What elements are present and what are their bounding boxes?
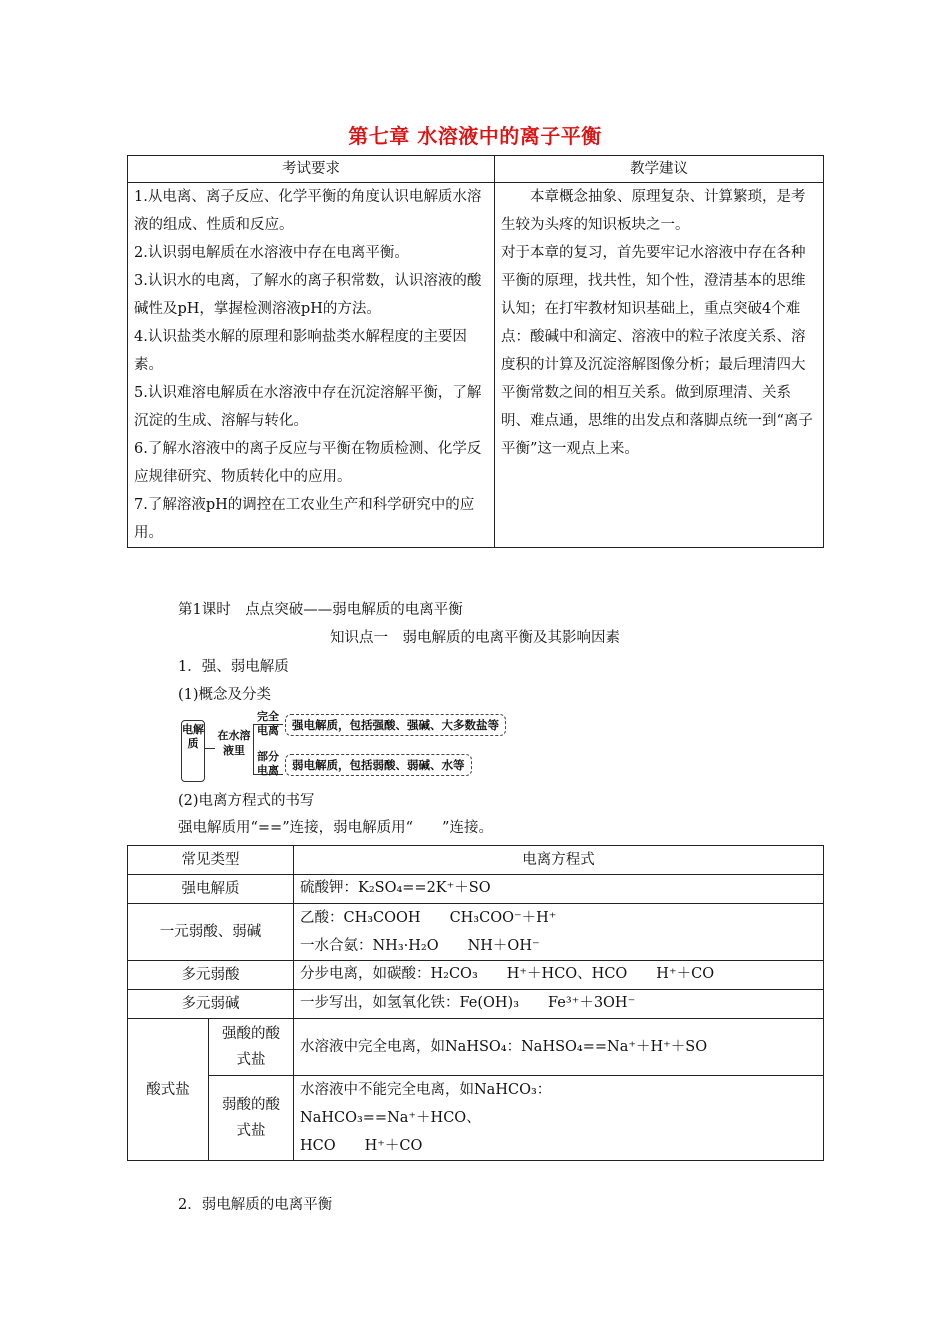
type-monobasic: 一元弱酸、弱碱 bbox=[128, 904, 294, 961]
section-1-heading: 1．强、弱电解质 bbox=[178, 659, 289, 675]
partial-ionization-label: 部分电离 bbox=[257, 750, 279, 777]
header-equation: 电离方程式 bbox=[294, 846, 824, 875]
full-ionization-label: 完全电离 bbox=[257, 710, 279, 737]
eq-ammonia: 一水合氨：NH₃·H₂O NH＋OH⁻ bbox=[300, 938, 540, 954]
connection-rule: 强电解质用“==”连接，弱电解质用“ ”连接。 bbox=[178, 820, 493, 836]
strong-electrolyte-box: 强电解质，包括强酸、强碱、大多数盐等 bbox=[285, 714, 506, 736]
req-7: 7.了解溶液pH的调控在工农业生产和科学研究中的应用。 bbox=[134, 497, 475, 541]
eq-strong: 硫酸钾：K₂SO₄==2K⁺＋SO bbox=[294, 875, 824, 904]
type-strong-acid-salt: 强酸的酸式盐 bbox=[209, 1019, 294, 1076]
electrolyte-box: 电解质 bbox=[181, 720, 205, 782]
header-type: 常见类型 bbox=[128, 846, 294, 875]
req-6: 6.了解水溶液中的离子反应与平衡在物质检测、化学反应规律研究、物质转化中的应用。 bbox=[134, 441, 482, 485]
header-suggestions: 教学建议 bbox=[495, 156, 824, 183]
type-weak-acid-salt: 弱酸的酸式盐 bbox=[209, 1076, 294, 1161]
req-4: 4.认识盐类水解的原理和影响盐类水解程度的主要因素。 bbox=[134, 329, 467, 373]
eq-nahco3-line2: NaHCO₃==Na⁺＋HCO、 bbox=[300, 1110, 481, 1126]
type-polybase: 多元弱碱 bbox=[128, 990, 294, 1019]
lesson-title: 第1课时 点点突破——弱电解质的电离平衡 bbox=[178, 602, 463, 618]
req-5: 5.认识难溶电解质在水溶液中存在沉淀溶解平衡，了解沉淀的生成、溶解与转化。 bbox=[134, 385, 482, 429]
bracket-line bbox=[253, 724, 254, 774]
eq-nahco3-line1: 水溶液中不能完全电离，如NaHCO₃： bbox=[300, 1082, 552, 1098]
connector-line bbox=[205, 748, 215, 749]
suggestion-paragraph-2: 对于本章的复习，首先要牢记水溶液中存在各种平衡的原理，找共性，知个性，澄清基本的思维认知；在打牢教材知识基础上，重点突破4个难点：酸碱中和滴定、溶液中的粒子浓度关系、溶度积的计算及沉淀溶解图像分析；最后理清四大平衡常数之间的相互关系。做到原理清、关系明、难点通，思维的出发点和落脚点统一到“离子平衡”这一观点上来。 bbox=[501, 245, 813, 457]
req-2: 2.认识弱电解质在水溶液中存在电离平衡。 bbox=[134, 245, 409, 261]
type-acid-salt: 酸式盐 bbox=[128, 1019, 209, 1161]
header-requirements: 考试要求 bbox=[128, 156, 495, 183]
knowledge-point-title: 知识点一 弱电解质的电离平衡及其影响因素 bbox=[330, 630, 620, 646]
section-2-heading: 2．弱电解质的电离平衡 bbox=[178, 1197, 333, 1213]
type-polyprotic-acid: 多元弱酸 bbox=[128, 961, 294, 990]
requirements-cell bbox=[128, 183, 495, 548]
eq-iron-hydroxide: 一步写出，如氢氧化铁：Fe(OH)₃ Fe³⁺＋3OH⁻ bbox=[294, 990, 824, 1019]
weak-electrolyte-box: 弱电解质，包括弱酸、弱碱、水等 bbox=[285, 754, 472, 776]
eq-monobasic bbox=[294, 904, 824, 961]
electrolyte-classification-diagram bbox=[181, 710, 533, 784]
req-1: 1.从电离、离子反应、化学平衡的角度认识电解质水溶液的组成、性质和反应。 bbox=[134, 189, 482, 233]
eq-acetic-acid: 乙酸：CH₃COOH CH₃COO⁻＋H⁺ bbox=[300, 910, 557, 926]
eq-carbonic-acid: 分步电离，如碳酸：H₂CO₃ H⁺＋HCO、HCO H⁺＋CO bbox=[294, 961, 824, 990]
type-strong: 强电解质 bbox=[128, 875, 294, 904]
eq-nahso4: 水溶液中完全电离，如NaHSO₄：NaHSO₄==Na⁺＋H⁺＋SO bbox=[294, 1019, 824, 1076]
eq-nahco3 bbox=[294, 1076, 824, 1161]
suggestion-paragraph-1: 本章概念抽象、原理复杂、计算繁琐，是考生较为头疼的知识板块之一。 bbox=[501, 189, 806, 233]
requirements-table bbox=[127, 155, 824, 548]
subsection-equation: (2)电离方程式的书写 bbox=[178, 793, 315, 809]
suggestions-cell bbox=[495, 183, 824, 548]
condition-label: 在水溶液里 bbox=[217, 729, 251, 757]
req-3: 3.认识水的电离，了解水的离子积常数，认识溶液的酸碱性及pH，掌握检测溶液pH的方法。 bbox=[134, 273, 482, 317]
ionization-equation-table bbox=[127, 845, 824, 1161]
chapter-title: 第七章 水溶液中的离子平衡 bbox=[348, 124, 602, 148]
eq-nahco3-line3: HCO H⁺＋CO bbox=[300, 1138, 423, 1154]
subsection-concept: (1)概念及分类 bbox=[178, 687, 272, 703]
